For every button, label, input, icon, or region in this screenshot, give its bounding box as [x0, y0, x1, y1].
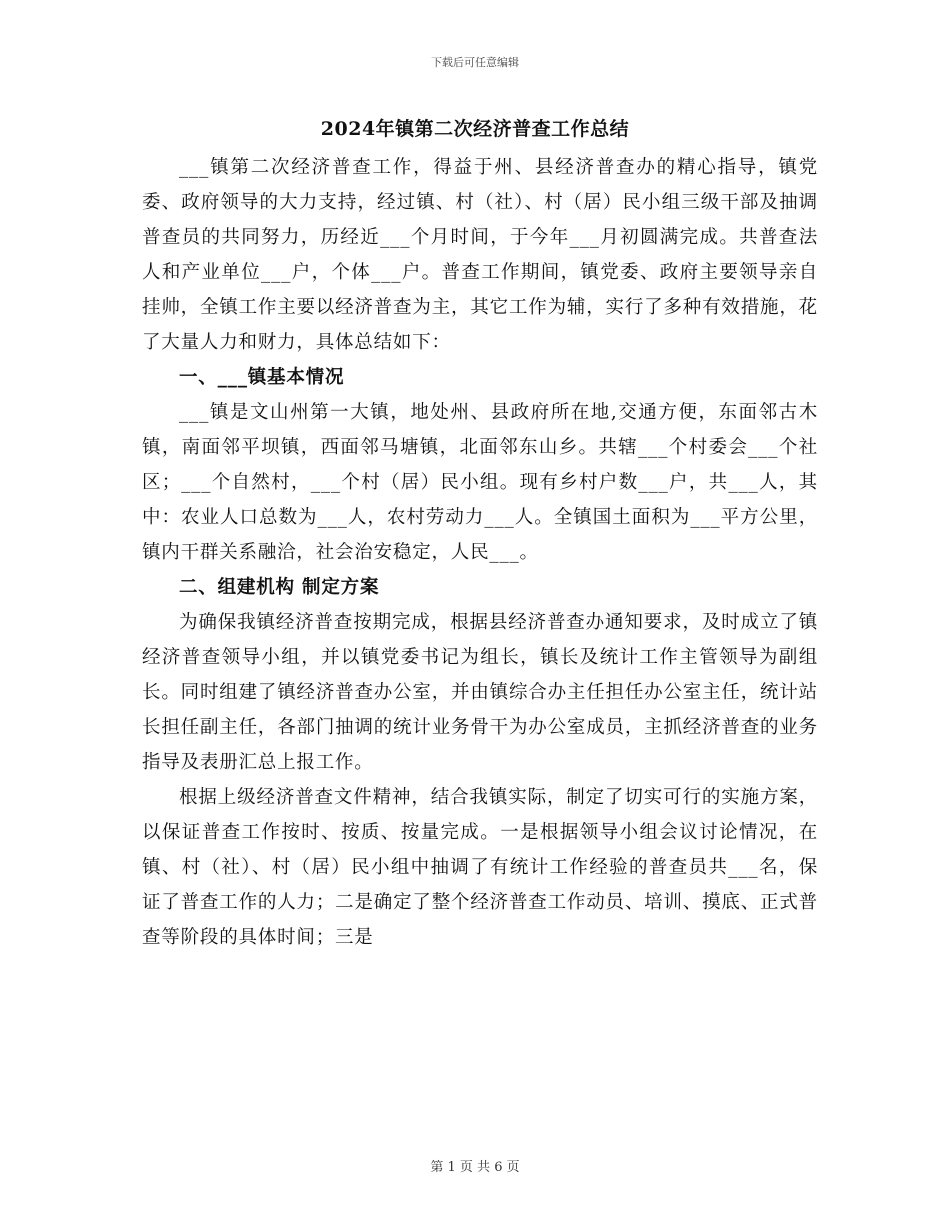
document-body [142, 150, 818, 955]
document-title: 2024年镇第二次经济普查工作总结 [320, 118, 630, 140]
page-number: 第 1 页 共 6 页 [430, 1160, 520, 1175]
organization-paragraph: 为确保我镇经济普查按期完成，根据县经济普查办通知要求，及时成立了镇经济普查领导小组，并以镇党委书记为组长，镇长及统计工作主管领导为副组长。同时组建了镇经济普查办公室，并由镇综合办主任担任办公室主任，统计站长担任副主任，各部门抽调的统计业务骨干为办公室成员，主抓经济普查的业务指导及表册汇总上报工作。 [142, 612, 818, 773]
plan-paragraph: 根据上级经济普查文件精神，结合我镇实际，制定了切实可行的实施方案，以保证普查工作按时、按质、按量完成。一是根据领导小组会议讨论情况，在镇、村（社）、村（居）民小组中抽调了有统计工作经验的普查员共___名，保证了普查工作的人力；二是确定了整个经济普查工作动员、培训、摸底、正式普查等阶段的具体时间；三是 [142, 787, 818, 948]
header-note: 下载后可任意编辑 [431, 56, 519, 69]
section-heading-organization: 二、组建机构 制定方案 [179, 577, 380, 598]
intro-paragraph: ___镇第二次经济普查工作，得益于州、县经济普查办的精心指导，镇党委、政府领导的大力支持，经过镇、村（社）、村（居）民小组三级干部及抽调普查员的共同努力，历经近___个月时间，于今年___月初圆满完成。共普查法人和产业单位___户，个体___户。普查工作期间，镇党委、政府主要领导亲自挂帅，全镇工作主要以经济普查为主，其它工作为辅，实行了多种有效措施，花了大量人力和财力，具体总结如下： [142, 157, 818, 353]
section-heading-basic-situation: 一、___镇基本情况 [179, 367, 345, 388]
basic-situation-paragraph: ___镇是文山州第一大镇，地处州、县政府所在地,交通方便，东面邻古木镇，南面邻平坝镇，西面邻马塘镇，北面邻东山乡。共辖___个村委会___个社区；___个自然村，___个村（居）民小组。现有乡村户数___户，共___人，其中：农业人口总数为___人，农村劳动力___人。全镇国土面积为___平方公里，镇内干群关系融洽，社会治安稳定，人民___。 [142, 402, 818, 563]
